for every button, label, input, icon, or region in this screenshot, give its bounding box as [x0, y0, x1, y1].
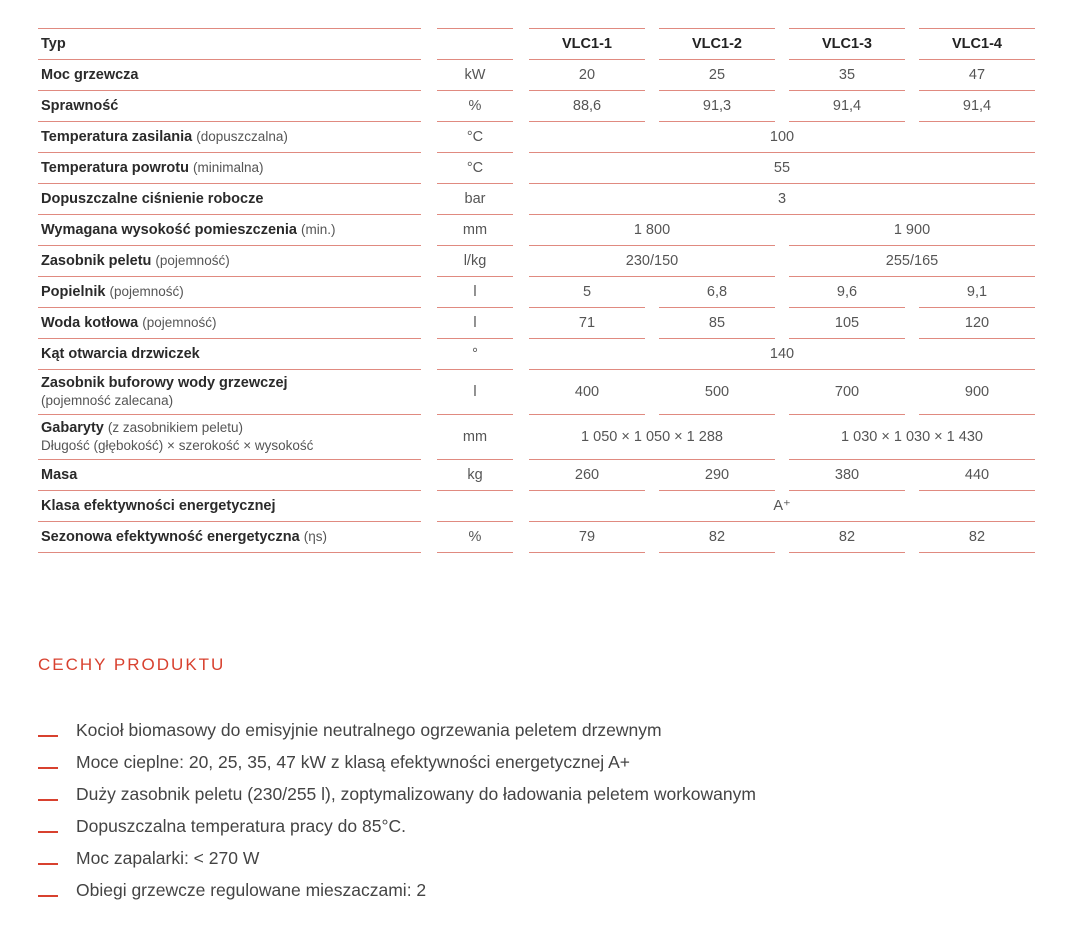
unit-cell: [437, 491, 513, 522]
row-label-bold: Gabaryty: [41, 420, 104, 436]
unit-cell: kW: [437, 60, 513, 91]
row-label: [38, 339, 421, 370]
value-cell: 6,8: [659, 277, 775, 308]
row-label-note: (ηs): [303, 529, 327, 544]
value-cell: 380: [789, 460, 905, 491]
row-label-bold: Zasobnik peletu: [41, 253, 152, 269]
model-header: VLC1-1: [529, 28, 645, 60]
value-cell: 1 900: [789, 215, 1035, 246]
unit-cell: l/kg: [437, 246, 513, 277]
unit-cell: °C: [437, 122, 513, 153]
row-label-note: (dopuszczalna): [196, 129, 288, 144]
row-label: [38, 277, 421, 308]
dash-bullet-icon: [38, 863, 58, 865]
row-label-note: (z zasobnikiem peletu): [107, 420, 243, 435]
row-label-bold: Dopuszczalne ciśnienie robocze: [41, 191, 264, 207]
value-cell: 5: [529, 277, 645, 308]
feature-text: Moc zapalarki: < 270 W: [76, 847, 260, 868]
value-cell: A⁺: [529, 491, 1035, 522]
row-label-note: (pojemność zalecana): [41, 392, 174, 408]
value-cell: 91,4: [789, 91, 905, 122]
row-label: [38, 415, 421, 460]
table-row: [38, 122, 1035, 153]
value-cell: 82: [659, 522, 775, 553]
value-cell: 88,6: [529, 91, 645, 122]
model-header: VLC1-3: [789, 28, 905, 60]
unit-cell: l: [437, 308, 513, 339]
row-label: [38, 491, 421, 522]
feature-text: Moce cieplne: 20, 25, 35, 47 kW z klasą efektywności energetycznej A+: [76, 751, 630, 772]
row-label-bold: Popielnik: [41, 284, 106, 300]
value-cell: 3: [529, 184, 1035, 215]
table-row: [38, 91, 1035, 122]
row-label-bold: Wymagana wysokość pomieszczenia: [41, 222, 298, 238]
features-list: [38, 714, 756, 906]
row-label-bold: Masa: [41, 467, 78, 483]
unit-cell: %: [437, 522, 513, 553]
row-label: [38, 122, 421, 153]
value-cell: 35: [789, 60, 905, 91]
model-header: VLC1-4: [919, 28, 1035, 60]
value-cell: 700: [789, 370, 905, 415]
table-row: [38, 415, 1035, 460]
row-label: [38, 60, 421, 91]
value-cell: 79: [529, 522, 645, 553]
value-cell: 85: [659, 308, 775, 339]
value-cell: 9,1: [919, 277, 1035, 308]
unit-cell: l: [437, 277, 513, 308]
table-row: [38, 60, 1035, 91]
row-label: [38, 153, 421, 184]
row-label: [38, 522, 421, 553]
value-cell: 100: [529, 122, 1035, 153]
value-cell: 55: [529, 153, 1035, 184]
table-row: [38, 215, 1035, 246]
value-cell: 20: [529, 60, 645, 91]
value-cell: 230/150: [529, 246, 775, 277]
row-label-note: (pojemność): [155, 253, 230, 268]
feature-text: Duży zasobnik peletu (230/255 l), zoptymalizowany do ładowania peletem workowanym: [76, 783, 756, 804]
value-cell: 1 800: [529, 215, 775, 246]
row-label: [38, 460, 421, 491]
row-label-bold: Sezonowa efektywność energetyczna: [41, 529, 300, 545]
value-cell: 105: [789, 308, 905, 339]
value-cell: 260: [529, 460, 645, 491]
value-cell: 1 030 × 1 030 × 1 430: [789, 415, 1035, 460]
value-cell: 91,3: [659, 91, 775, 122]
unit-cell: %: [437, 91, 513, 122]
row-label: [38, 184, 421, 215]
unit-cell: °: [437, 339, 513, 370]
unit-cell: mm: [437, 215, 513, 246]
row-label: [38, 246, 421, 277]
value-cell: 400: [529, 370, 645, 415]
value-cell: 440: [919, 460, 1035, 491]
value-cell: 120: [919, 308, 1035, 339]
value-cell: 500: [659, 370, 775, 415]
feature-item: [38, 714, 756, 746]
dash-bullet-icon: [38, 831, 58, 833]
table-row: [38, 308, 1035, 339]
feature-item: [38, 778, 756, 810]
value-cell: 82: [789, 522, 905, 553]
row-label-line2: Długość (głębokość) × szerokość × wysokość: [41, 438, 314, 453]
table-row: [38, 339, 1035, 370]
row-label: [38, 91, 421, 122]
value-cell: 900: [919, 370, 1035, 415]
value-cell: 290: [659, 460, 775, 491]
value-cell: 47: [919, 60, 1035, 91]
unit-cell: l: [437, 370, 513, 415]
value-cell: 1 050 × 1 050 × 1 288: [529, 415, 775, 460]
table-row: [38, 460, 1035, 491]
row-label-note: (pojemność): [142, 315, 217, 330]
row-label-bold: Temperatura powrotu: [41, 160, 189, 176]
unit-cell: kg: [437, 460, 513, 491]
feature-text: Obiegi grzewcze regulowane mieszaczami: 2: [76, 879, 427, 900]
unit-cell: °C: [437, 153, 513, 184]
row-label: Typ: [38, 28, 421, 60]
feature-item: [38, 842, 756, 874]
row-label-bold: Kąt otwarcia drzwiczek: [41, 346, 200, 362]
row-label: [38, 370, 421, 415]
dash-bullet-icon: [38, 895, 58, 897]
model-header: VLC1-2: [659, 28, 775, 60]
value-cell: 82: [919, 522, 1035, 553]
table-header-row: [38, 28, 1035, 60]
table-row: [38, 184, 1035, 215]
feature-text: Dopuszczalna temperatura pracy do 85°C.: [76, 815, 406, 836]
row-label-bold: Moc grzewcza: [41, 67, 139, 83]
value-cell: 140: [529, 339, 1035, 370]
row-label-bold: Zasobnik buforowy wody grzewczej: [41, 374, 288, 391]
table-row: [38, 522, 1035, 553]
row-label-bold: Sprawność: [41, 98, 119, 114]
feature-item: [38, 810, 756, 842]
row-label-bold: Klasa efektywności energetycznej: [41, 498, 276, 514]
dash-bullet-icon: [38, 767, 58, 769]
row-label-note: (min.): [301, 222, 336, 237]
value-cell: 71: [529, 308, 645, 339]
dash-bullet-icon: [38, 799, 58, 801]
table-row: [38, 370, 1035, 415]
value-cell: 91,4: [919, 91, 1035, 122]
row-label: [38, 215, 421, 246]
row-label-note: (minimalna): [193, 160, 264, 175]
value-cell: 9,6: [789, 277, 905, 308]
unit-cell: [437, 28, 513, 60]
row-label-note: (pojemność): [109, 284, 184, 299]
row-label-bold: Temperatura zasilania: [41, 129, 193, 145]
features-title: CECHY PRODUKTU: [38, 655, 226, 674]
table-row: [38, 153, 1035, 184]
dash-bullet-icon: [38, 735, 58, 737]
spec-table: [38, 28, 1035, 553]
feature-text: Kocioł biomasowy do emisyjnie neutralnego ogrzewania peletem drzewnym: [76, 719, 662, 740]
unit-cell: bar: [437, 184, 513, 215]
unit-cell: mm: [437, 415, 513, 460]
row-label-bold: Woda kotłowa: [41, 315, 139, 331]
feature-item: [38, 746, 756, 778]
table-row: [38, 277, 1035, 308]
feature-item: [38, 874, 756, 906]
value-cell: 25: [659, 60, 775, 91]
value-cell: 255/165: [789, 246, 1035, 277]
row-label: [38, 308, 421, 339]
table-row: [38, 246, 1035, 277]
table-row: [38, 491, 1035, 522]
